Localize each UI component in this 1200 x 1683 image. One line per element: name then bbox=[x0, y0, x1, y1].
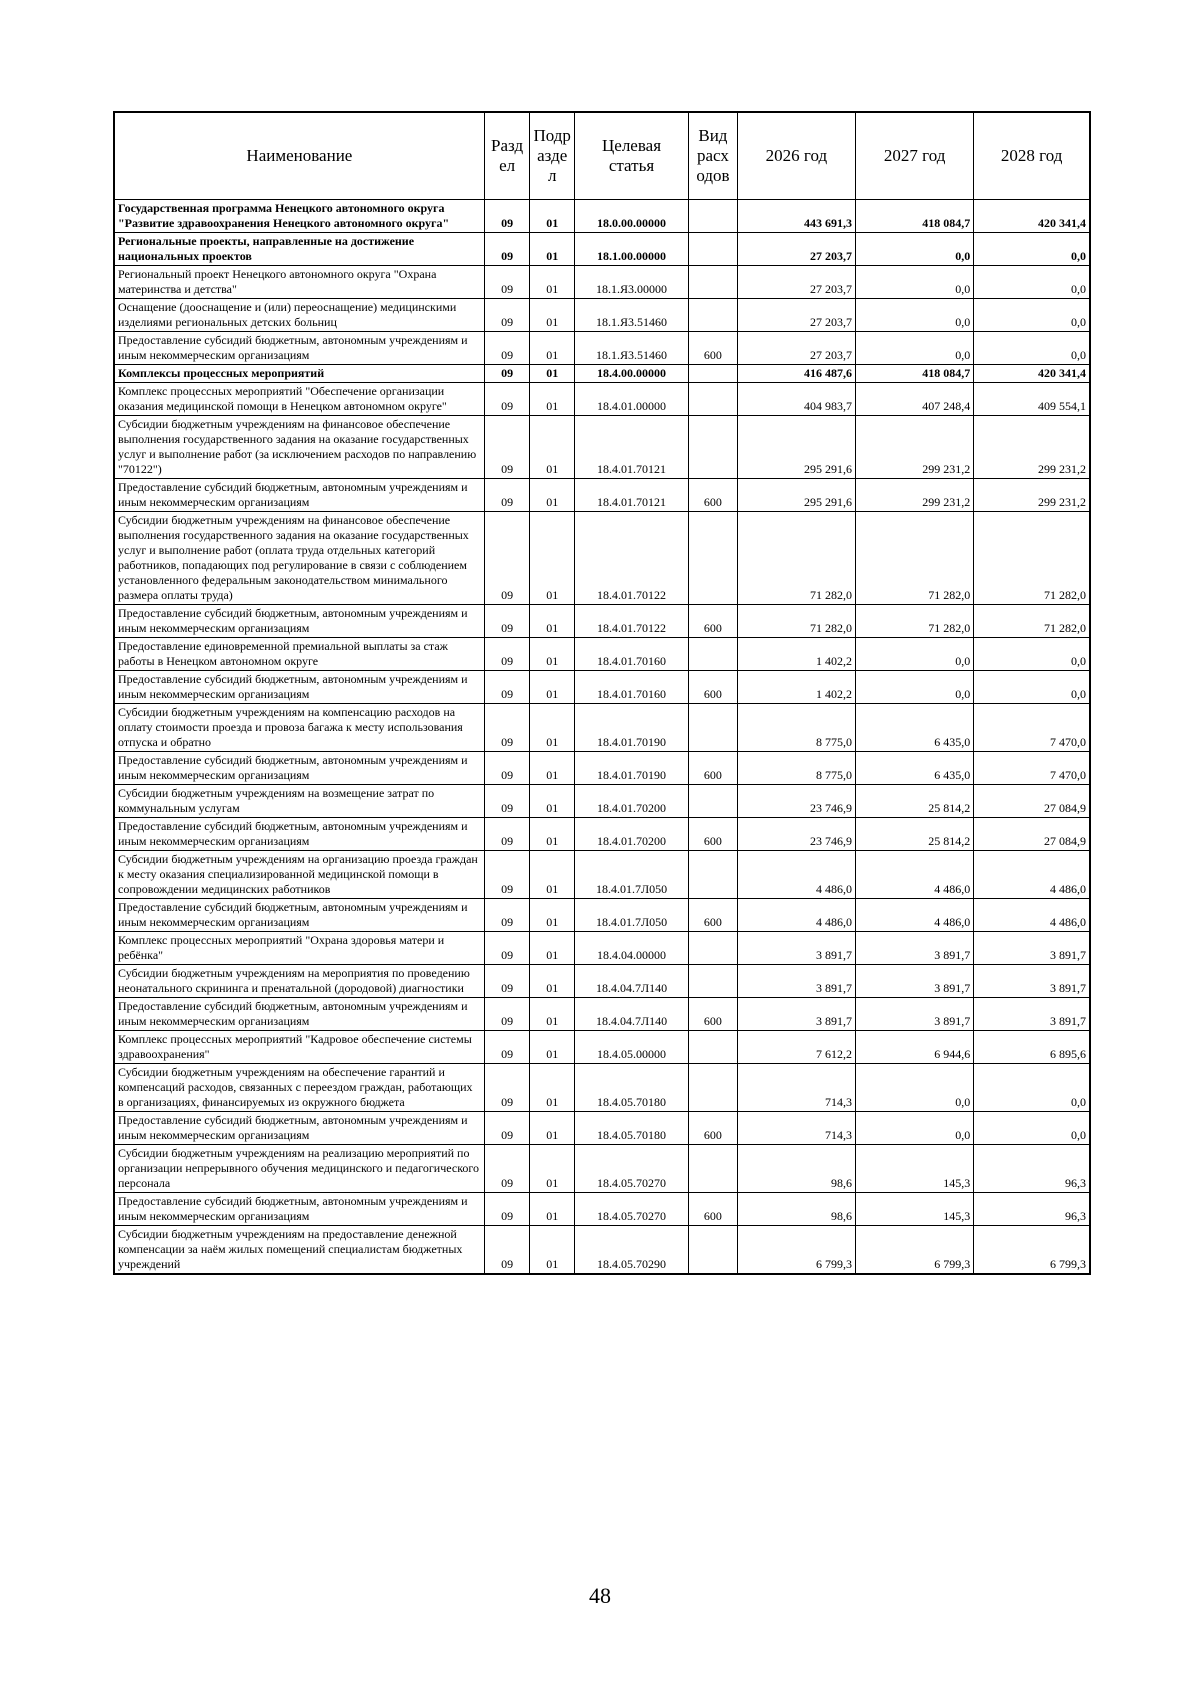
cell-2028: 71 282,0 bbox=[974, 605, 1090, 638]
cell-vid bbox=[689, 1145, 738, 1193]
table-row bbox=[114, 416, 1090, 479]
cell-razdel: 09 bbox=[484, 851, 530, 899]
table-row bbox=[114, 818, 1090, 851]
cell-name: Комплексы процессных мероприятий bbox=[114, 365, 484, 383]
cell-razdel: 09 bbox=[484, 1064, 530, 1112]
table-row bbox=[114, 1226, 1090, 1275]
cell-name: Субсидии бюджетным учреждениям на финансовое обеспечение выполнения государственного задания на оказание государственных услуг и выполнение работ (оплата труда отдельных категорий работников, попадающих под регулирование в связи с соблюдением установленного федеральным законодательством минимального размера оплаты труда) bbox=[114, 512, 484, 605]
cell-podrazdel: 01 bbox=[530, 899, 575, 932]
cell-name: Субсидии бюджетным учреждениям на мероприятия по проведению неонатального скрининга и пренатальной (дородовой) диагностики bbox=[114, 965, 484, 998]
cell-2027: 3 891,7 bbox=[856, 965, 974, 998]
cell-2028: 3 891,7 bbox=[974, 998, 1090, 1031]
cell-2026: 27 203,7 bbox=[737, 299, 855, 332]
table-row bbox=[114, 638, 1090, 671]
cell-target: 18.4.01.70160 bbox=[574, 638, 688, 671]
cell-2027: 0,0 bbox=[856, 1112, 974, 1145]
cell-name: Региональный проект Ненецкого автономного округа "Охрана материнства и детства" bbox=[114, 266, 484, 299]
cell-podrazdel: 01 bbox=[530, 383, 575, 416]
cell-2027: 299 231,2 bbox=[856, 416, 974, 479]
cell-2028: 0,0 bbox=[974, 299, 1090, 332]
table-row bbox=[114, 1193, 1090, 1226]
cell-2027: 407 248,4 bbox=[856, 383, 974, 416]
cell-vid: 600 bbox=[689, 818, 738, 851]
cell-2027: 71 282,0 bbox=[856, 605, 974, 638]
cell-vid: 600 bbox=[689, 998, 738, 1031]
cell-target: 18.1.00.00000 bbox=[574, 233, 688, 266]
cell-razdel: 09 bbox=[484, 671, 530, 704]
cell-2028: 7 470,0 bbox=[974, 752, 1090, 785]
table-row bbox=[114, 1064, 1090, 1112]
cell-podrazdel: 01 bbox=[530, 479, 575, 512]
cell-2026: 404 983,7 bbox=[737, 383, 855, 416]
cell-2028: 299 231,2 bbox=[974, 416, 1090, 479]
cell-target: 18.4.01.70122 bbox=[574, 512, 688, 605]
cell-name: Предоставление субсидий бюджетным, автономным учреждениям и иным некоммерческим организациям bbox=[114, 818, 484, 851]
table-row bbox=[114, 233, 1090, 266]
cell-2027: 6 435,0 bbox=[856, 752, 974, 785]
cell-vid bbox=[689, 233, 738, 266]
table-row bbox=[114, 365, 1090, 383]
cell-2026: 71 282,0 bbox=[737, 512, 855, 605]
cell-2026: 714,3 bbox=[737, 1112, 855, 1145]
cell-2028: 0,0 bbox=[974, 266, 1090, 299]
cell-podrazdel: 01 bbox=[530, 965, 575, 998]
cell-podrazdel: 01 bbox=[530, 671, 575, 704]
cell-name: Субсидии бюджетным учреждениям на обеспечение гарантий и компенсаций расходов, связанных с переездом граждан, работающих в организациях, финансируемых из окружного бюджета bbox=[114, 1064, 484, 1112]
cell-name: Государственная программа Ненецкого автономного округа "Развитие здравоохранения Ненецкого автономного округа" bbox=[114, 200, 484, 233]
cell-podrazdel: 01 bbox=[530, 416, 575, 479]
cell-razdel: 09 bbox=[484, 266, 530, 299]
cell-podrazdel: 01 bbox=[530, 638, 575, 671]
table-row bbox=[114, 785, 1090, 818]
cell-name: Оснащение (дооснащение и (или) переоснащение) медицинскими изделиями региональных детских больниц bbox=[114, 299, 484, 332]
cell-2027: 4 486,0 bbox=[856, 899, 974, 932]
cell-razdel: 09 bbox=[484, 1145, 530, 1193]
cell-2027: 0,0 bbox=[856, 233, 974, 266]
cell-target: 18.4.05.70180 bbox=[574, 1112, 688, 1145]
table-row bbox=[114, 383, 1090, 416]
cell-vid bbox=[689, 1031, 738, 1064]
cell-razdel: 09 bbox=[484, 605, 530, 638]
cell-2026: 4 486,0 bbox=[737, 899, 855, 932]
cell-name: Предоставление единовременной премиальной выплаты за стаж работы в Ненецком автономном округе bbox=[114, 638, 484, 671]
cell-2027: 6 435,0 bbox=[856, 704, 974, 752]
cell-name: Комплекс процессных мероприятий "Кадровое обеспечение системы здравоохранения" bbox=[114, 1031, 484, 1064]
cell-razdel: 09 bbox=[484, 818, 530, 851]
cell-name: Предоставление субсидий бюджетным, автономным учреждениям и иным некоммерческим организациям bbox=[114, 605, 484, 638]
cell-podrazdel: 01 bbox=[530, 233, 575, 266]
table-row bbox=[114, 965, 1090, 998]
cell-2026: 27 203,7 bbox=[737, 266, 855, 299]
cell-razdel: 09 bbox=[484, 416, 530, 479]
cell-name: Субсидии бюджетным учреждениям на организацию проезда граждан к месту оказания специализированной медицинской помощи в сопровождении медицинских работников bbox=[114, 851, 484, 899]
cell-2028: 0,0 bbox=[974, 332, 1090, 365]
cell-vid bbox=[689, 200, 738, 233]
cell-2026: 3 891,7 bbox=[737, 932, 855, 965]
cell-2027: 418 084,7 bbox=[856, 200, 974, 233]
cell-2028: 7 470,0 bbox=[974, 704, 1090, 752]
header-razdel bbox=[484, 112, 530, 200]
cell-target: 18.4.01.70190 bbox=[574, 752, 688, 785]
header-podrazdel-label: Подр азде л bbox=[533, 126, 571, 185]
cell-2027: 299 231,2 bbox=[856, 479, 974, 512]
table-row bbox=[114, 512, 1090, 605]
cell-vid bbox=[689, 299, 738, 332]
cell-podrazdel: 01 bbox=[530, 704, 575, 752]
cell-2027: 0,0 bbox=[856, 1064, 974, 1112]
cell-name: Предоставление субсидий бюджетным, автономным учреждениям и иным некоммерческим организациям bbox=[114, 899, 484, 932]
cell-2027: 418 084,7 bbox=[856, 365, 974, 383]
cell-2026: 23 746,9 bbox=[737, 818, 855, 851]
cell-2026: 7 612,2 bbox=[737, 1031, 855, 1064]
cell-name: Субсидии бюджетным учреждениям на реализацию мероприятий по организации непрерывного обучения медицинского и педагогического персонала bbox=[114, 1145, 484, 1193]
cell-name: Субсидии бюджетным учреждениям на возмещение затрат по коммунальным услугам bbox=[114, 785, 484, 818]
cell-vid bbox=[689, 383, 738, 416]
cell-2026: 27 203,7 bbox=[737, 233, 855, 266]
header-name: Наименование bbox=[114, 112, 484, 200]
cell-2028: 0,0 bbox=[974, 1112, 1090, 1145]
cell-podrazdel: 01 bbox=[530, 1226, 575, 1275]
cell-target: 18.1.Я3.00000 bbox=[574, 266, 688, 299]
cell-2027: 145,3 bbox=[856, 1193, 974, 1226]
cell-podrazdel: 01 bbox=[530, 1112, 575, 1145]
cell-name: Региональные проекты, направленные на достижение национальных проектов bbox=[114, 233, 484, 266]
cell-2028: 27 084,9 bbox=[974, 818, 1090, 851]
cell-vid bbox=[689, 704, 738, 752]
cell-target: 18.4.01.7Л050 bbox=[574, 899, 688, 932]
cell-razdel: 09 bbox=[484, 233, 530, 266]
table-row bbox=[114, 851, 1090, 899]
cell-2026: 1 402,2 bbox=[737, 671, 855, 704]
cell-name: Субсидии бюджетным учреждениям на компенсацию расходов на оплату стоимости проезда и провоза багажа к месту использования отпуска и обратно bbox=[114, 704, 484, 752]
header-target: Целевая статья bbox=[574, 112, 688, 200]
cell-2028: 6 799,3 bbox=[974, 1226, 1090, 1275]
cell-2027: 25 814,2 bbox=[856, 818, 974, 851]
cell-razdel: 09 bbox=[484, 785, 530, 818]
budget-table bbox=[113, 111, 1091, 1275]
cell-razdel: 09 bbox=[484, 365, 530, 383]
cell-2028: 0,0 bbox=[974, 638, 1090, 671]
cell-2028: 409 554,1 bbox=[974, 383, 1090, 416]
cell-2027: 0,0 bbox=[856, 671, 974, 704]
cell-2026: 416 487,6 bbox=[737, 365, 855, 383]
cell-podrazdel: 01 bbox=[530, 1145, 575, 1193]
cell-target: 18.4.01.70121 bbox=[574, 416, 688, 479]
cell-razdel: 09 bbox=[484, 1031, 530, 1064]
cell-target: 18.1.Я3.51460 bbox=[574, 332, 688, 365]
cell-2026: 23 746,9 bbox=[737, 785, 855, 818]
cell-2027: 4 486,0 bbox=[856, 851, 974, 899]
cell-podrazdel: 01 bbox=[530, 605, 575, 638]
header-podrazdel bbox=[530, 112, 575, 200]
cell-2028: 0,0 bbox=[974, 233, 1090, 266]
cell-2026: 98,6 bbox=[737, 1145, 855, 1193]
cell-2028: 0,0 bbox=[974, 671, 1090, 704]
cell-2026: 71 282,0 bbox=[737, 605, 855, 638]
cell-2026: 27 203,7 bbox=[737, 332, 855, 365]
cell-2028: 299 231,2 bbox=[974, 479, 1090, 512]
cell-razdel: 09 bbox=[484, 1226, 530, 1275]
header-2027: 2027 год bbox=[856, 112, 974, 200]
cell-target: 18.4.04.7Л140 bbox=[574, 998, 688, 1031]
cell-razdel: 09 bbox=[484, 200, 530, 233]
cell-2026: 8 775,0 bbox=[737, 704, 855, 752]
cell-vid: 600 bbox=[689, 332, 738, 365]
cell-name: Предоставление субсидий бюджетным, автономным учреждениям и иным некоммерческим организациям bbox=[114, 998, 484, 1031]
header-2026: 2026 год bbox=[737, 112, 855, 200]
cell-2027: 145,3 bbox=[856, 1145, 974, 1193]
cell-vid bbox=[689, 416, 738, 479]
cell-2028: 3 891,7 bbox=[974, 965, 1090, 998]
cell-podrazdel: 01 bbox=[530, 266, 575, 299]
cell-vid bbox=[689, 932, 738, 965]
cell-vid bbox=[689, 365, 738, 383]
cell-vid: 600 bbox=[689, 1193, 738, 1226]
table-row bbox=[114, 1145, 1090, 1193]
cell-razdel: 09 bbox=[484, 965, 530, 998]
cell-vid: 600 bbox=[689, 752, 738, 785]
cell-name: Предоставление субсидий бюджетным, автономным учреждениям и иным некоммерческим организациям bbox=[114, 479, 484, 512]
cell-2027: 0,0 bbox=[856, 299, 974, 332]
cell-target: 18.4.05.00000 bbox=[574, 1031, 688, 1064]
cell-name: Предоставление субсидий бюджетным, автономным учреждениям и иным некоммерческим организациям bbox=[114, 1112, 484, 1145]
cell-vid bbox=[689, 851, 738, 899]
cell-name: Комплекс процессных мероприятий "Обеспечение организации оказания медицинской помощи в Ненецком автономном округе" bbox=[114, 383, 484, 416]
cell-razdel: 09 bbox=[484, 932, 530, 965]
cell-name: Предоставление субсидий бюджетным, автономным учреждениям и иным некоммерческим организациям bbox=[114, 332, 484, 365]
cell-2027: 6 944,6 bbox=[856, 1031, 974, 1064]
cell-2027: 0,0 bbox=[856, 638, 974, 671]
cell-target: 18.4.05.70290 bbox=[574, 1226, 688, 1275]
table-header-row bbox=[114, 112, 1090, 200]
table-row bbox=[114, 932, 1090, 965]
cell-target: 18.4.05.70270 bbox=[574, 1145, 688, 1193]
cell-2026: 295 291,6 bbox=[737, 416, 855, 479]
cell-name: Предоставление субсидий бюджетным, автономным учреждениям и иным некоммерческим организациям bbox=[114, 1193, 484, 1226]
cell-podrazdel: 01 bbox=[530, 785, 575, 818]
cell-name: Предоставление субсидий бюджетным, автономным учреждениям и иным некоммерческим организациям bbox=[114, 752, 484, 785]
header-2028: 2028 год bbox=[974, 112, 1090, 200]
table-row bbox=[114, 266, 1090, 299]
cell-podrazdel: 01 bbox=[530, 1031, 575, 1064]
cell-razdel: 09 bbox=[484, 1112, 530, 1145]
cell-target: 18.4.04.7Л140 bbox=[574, 965, 688, 998]
table-row bbox=[114, 671, 1090, 704]
cell-podrazdel: 01 bbox=[530, 299, 575, 332]
cell-vid bbox=[689, 512, 738, 605]
cell-vid bbox=[689, 785, 738, 818]
table-row bbox=[114, 1031, 1090, 1064]
table-row bbox=[114, 605, 1090, 638]
table-row bbox=[114, 752, 1090, 785]
cell-2026: 3 891,7 bbox=[737, 998, 855, 1031]
cell-target: 18.4.00.00000 bbox=[574, 365, 688, 383]
cell-target: 18.4.01.00000 bbox=[574, 383, 688, 416]
table-row bbox=[114, 479, 1090, 512]
cell-2026: 3 891,7 bbox=[737, 965, 855, 998]
cell-2026: 443 691,3 bbox=[737, 200, 855, 233]
cell-2027: 0,0 bbox=[856, 266, 974, 299]
header-razdel-label: Разд ел bbox=[491, 136, 524, 175]
cell-podrazdel: 01 bbox=[530, 200, 575, 233]
cell-target: 18.4.01.70160 bbox=[574, 671, 688, 704]
cell-2026: 295 291,6 bbox=[737, 479, 855, 512]
cell-vid bbox=[689, 266, 738, 299]
cell-2028: 96,3 bbox=[974, 1193, 1090, 1226]
cell-target: 18.0.00.00000 bbox=[574, 200, 688, 233]
cell-target: 18.4.04.00000 bbox=[574, 932, 688, 965]
cell-name: Субсидии бюджетным учреждениям на финансовое обеспечение выполнения государственного задания на оказание государственных услуг и выполнение работ (за исключением расходов по направлению "70122") bbox=[114, 416, 484, 479]
table-row bbox=[114, 332, 1090, 365]
cell-razdel: 09 bbox=[484, 479, 530, 512]
cell-2027: 25 814,2 bbox=[856, 785, 974, 818]
table-row bbox=[114, 704, 1090, 752]
table-row bbox=[114, 200, 1090, 233]
cell-name: Субсидии бюджетным учреждениям на предоставление денежной компенсации за наём жилых помещений специалистам бюджетных учреждений bbox=[114, 1226, 484, 1275]
cell-2027: 0,0 bbox=[856, 332, 974, 365]
cell-vid: 600 bbox=[689, 899, 738, 932]
cell-target: 18.1.Я3.51460 bbox=[574, 299, 688, 332]
cell-target: 18.4.05.70180 bbox=[574, 1064, 688, 1112]
cell-target: 18.4.01.70190 bbox=[574, 704, 688, 752]
cell-vid: 600 bbox=[689, 671, 738, 704]
cell-vid bbox=[689, 1064, 738, 1112]
cell-target: 18.4.01.70122 bbox=[574, 605, 688, 638]
cell-vid bbox=[689, 638, 738, 671]
table-row bbox=[114, 1112, 1090, 1145]
cell-2027: 3 891,7 bbox=[856, 932, 974, 965]
cell-razdel: 09 bbox=[484, 332, 530, 365]
cell-2026: 4 486,0 bbox=[737, 851, 855, 899]
cell-vid: 600 bbox=[689, 605, 738, 638]
cell-2028: 27 084,9 bbox=[974, 785, 1090, 818]
cell-razdel: 09 bbox=[484, 383, 530, 416]
cell-podrazdel: 01 bbox=[530, 752, 575, 785]
cell-2026: 8 775,0 bbox=[737, 752, 855, 785]
cell-2028: 6 895,6 bbox=[974, 1031, 1090, 1064]
cell-razdel: 09 bbox=[484, 299, 530, 332]
cell-razdel: 09 bbox=[484, 1193, 530, 1226]
cell-podrazdel: 01 bbox=[530, 998, 575, 1031]
cell-2026: 98,6 bbox=[737, 1193, 855, 1226]
table-row bbox=[114, 998, 1090, 1031]
cell-podrazdel: 01 bbox=[530, 1064, 575, 1112]
cell-razdel: 09 bbox=[484, 998, 530, 1031]
cell-2027: 6 799,3 bbox=[856, 1226, 974, 1275]
cell-vid bbox=[689, 965, 738, 998]
table-body bbox=[114, 200, 1090, 1275]
cell-vid bbox=[689, 1226, 738, 1275]
cell-podrazdel: 01 bbox=[530, 818, 575, 851]
cell-target: 18.4.01.70200 bbox=[574, 785, 688, 818]
cell-name: Предоставление субсидий бюджетным, автономным учреждениям и иным некоммерческим организациям bbox=[114, 671, 484, 704]
header-vid bbox=[689, 112, 738, 200]
cell-name: Комплекс процессных мероприятий "Охрана здоровья матери и ребёнка" bbox=[114, 932, 484, 965]
cell-razdel: 09 bbox=[484, 512, 530, 605]
cell-podrazdel: 01 bbox=[530, 512, 575, 605]
cell-vid: 600 bbox=[689, 1112, 738, 1145]
cell-2028: 4 486,0 bbox=[974, 899, 1090, 932]
cell-podrazdel: 01 bbox=[530, 932, 575, 965]
cell-podrazdel: 01 bbox=[530, 1193, 575, 1226]
cell-2028: 96,3 bbox=[974, 1145, 1090, 1193]
cell-2028: 420 341,4 bbox=[974, 365, 1090, 383]
table-row bbox=[114, 299, 1090, 332]
cell-target: 18.4.01.7Л050 bbox=[574, 851, 688, 899]
header-vid-label: Вид расх одов bbox=[696, 126, 730, 185]
cell-2026: 714,3 bbox=[737, 1064, 855, 1112]
cell-2028: 71 282,0 bbox=[974, 512, 1090, 605]
cell-podrazdel: 01 bbox=[530, 365, 575, 383]
cell-target: 18.4.05.70270 bbox=[574, 1193, 688, 1226]
budget-table-container bbox=[113, 111, 1091, 1275]
cell-podrazdel: 01 bbox=[530, 851, 575, 899]
cell-target: 18.4.01.70121 bbox=[574, 479, 688, 512]
table-row bbox=[114, 899, 1090, 932]
cell-2028: 0,0 bbox=[974, 1064, 1090, 1112]
cell-podrazdel: 01 bbox=[530, 332, 575, 365]
cell-2027: 3 891,7 bbox=[856, 998, 974, 1031]
cell-2026: 1 402,2 bbox=[737, 638, 855, 671]
page-number: 48 bbox=[589, 1583, 611, 1608]
cell-target: 18.4.01.70200 bbox=[574, 818, 688, 851]
cell-2026: 6 799,3 bbox=[737, 1226, 855, 1275]
cell-2028: 3 891,7 bbox=[974, 932, 1090, 965]
cell-razdel: 09 bbox=[484, 752, 530, 785]
cell-razdel: 09 bbox=[484, 704, 530, 752]
cell-razdel: 09 bbox=[484, 638, 530, 671]
cell-2028: 420 341,4 bbox=[974, 200, 1090, 233]
cell-vid: 600 bbox=[689, 479, 738, 512]
cell-2028: 4 486,0 bbox=[974, 851, 1090, 899]
cell-2027: 71 282,0 bbox=[856, 512, 974, 605]
cell-razdel: 09 bbox=[484, 899, 530, 932]
